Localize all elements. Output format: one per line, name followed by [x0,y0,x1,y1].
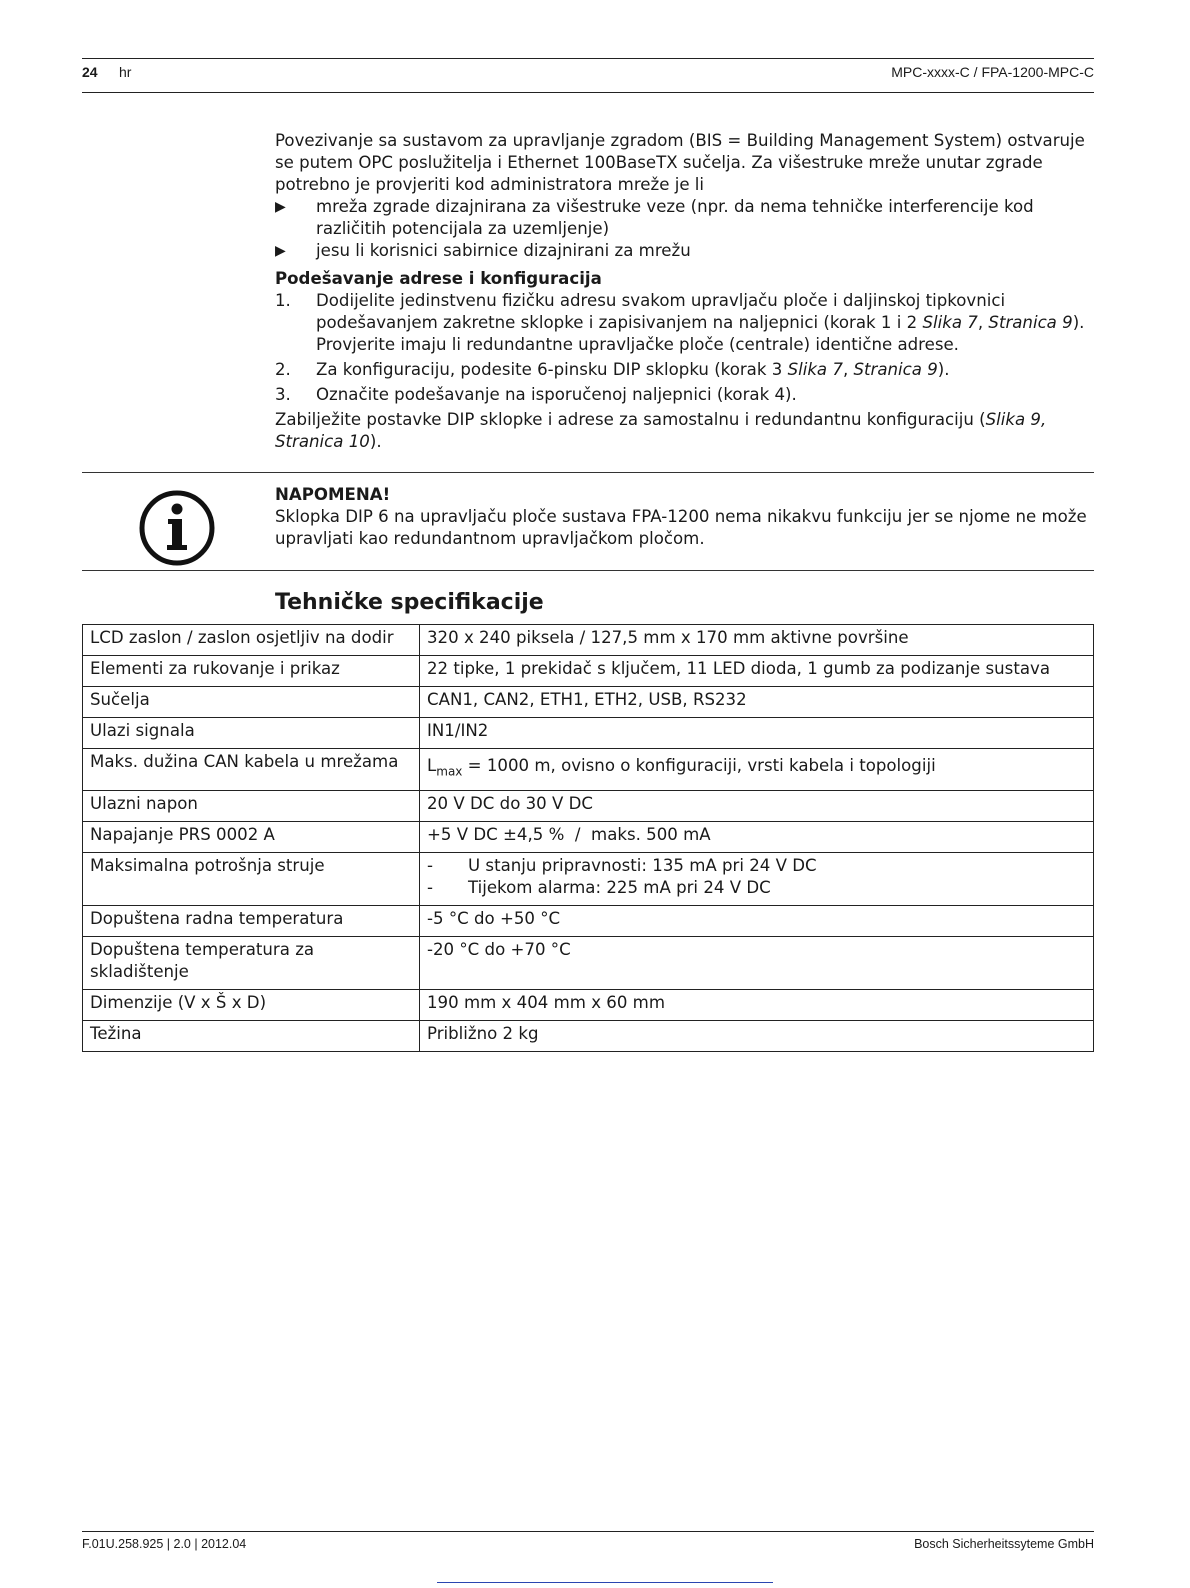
table-row: Dimenzije (V x Š x D) 190 mm x 404 mm x 60 mm [83,990,1094,1021]
header-bottom-rule [82,92,1094,93]
list-item: ▶ mreža zgrade dizajnirana za višestruke veze (npr. da nema tehničke interferencije kod različitih potencijala za uzemljenje) [275,197,1034,238]
footer-doc-id: F.01U.258.925 | 2.0 | 2012.04 [82,1537,247,1551]
table-row: Napajanje PRS 0002 A +5 V DC ±4,5 % / maks. 500 mA [83,822,1094,853]
page-number: 24 [82,64,98,80]
list-item: ▶ jesu li korisnici sabirnice dizajnirani za mrežu [275,241,691,260]
table-row: Ulazi signala IN1/IN2 [83,718,1094,749]
list-item: 1. Dodijelite jedinstvenu fizičku adresu svakom upravljaču ploče i daljinskoj tipkovnici podešavanjem zakretne sklopke i zapisivanjem na naljepnici (korak 1 i 2 Slika 7, Stranica 9). Provjerite imaju li redundantne upravljačke ploče (centrale) identične adrese. [275,291,1085,354]
specs-table [82,624,1094,1052]
note-text: Sklopka DIP 6 na upravljaču ploče sustava FPA-1200 nema nikakvu funkciju jer se njome ne može upravljati kao redundantnom upravljačkom pločom. [275,507,1087,548]
note-bottom-rule [82,570,1094,571]
main-content [275,130,1095,453]
language-code: hr [119,64,132,80]
intro-paragraph: Povezivanje sa sustavom za upravljanje zgradom (BIS = Building Management System) ostvaruje se putem OPC poslužitelja i Ethernet 100BaseTX sučelja. Za višestruke mreže unutar zgrade potrebno je provjeriti kod administratora mreže je li [275,131,1085,194]
page-header [82,64,1094,84]
figure-reference: Slika 9, [985,410,1047,429]
list-item: - Tijekom alarma: 225 mA pri 24 V DC [427,878,771,898]
list-item: 3. Označite podešavanje na isporučenoj naljepnici (korak 4). [275,385,797,404]
note-title: NAPOMENA! [275,485,391,504]
header-top-rule [82,58,1094,59]
bottom-link-rule [437,1582,773,1583]
document-title: MPC-xxxx-C / FPA-1200-MPC-C [891,64,1094,80]
table-row: Dopuštena radna temperatura -5 °C do +50 °C [83,906,1094,937]
list-item: - U stanju pripravnosti: 135 mA pri 24 V DC [427,856,817,876]
config-steps [275,290,1095,406]
table-row: Sučelja CAN1, CAN2, ETH1, ETH2, USB, RS232 [83,687,1094,718]
page-reference: Stranica 9 [853,360,938,379]
table-row: Elementi za rukovanje i prikaz 22 tipke, 1 prekidač s ključem, 11 LED dioda, 1 gumb za podizanje sustava [83,656,1094,687]
footer-rule [82,1531,1094,1532]
table-row: Maks. dužina CAN kabela u mrežama $L_{max} = 1000$ m, ovisno o konfiguraciji, vrsti kabela i topologiji [83,749,1094,791]
note-box [275,484,1095,550]
table-row: Maksimalna potrošnja struje - U stanju pripravnosti: 135 mA pri 24 V DC - Tijekom alarma: 225 mA pri 24 V DC [83,853,1094,906]
arrow-right-icon: ▶ [275,199,286,215]
config-closing: Zabilježite postavke DIP sklopke i adrese za samostalnu i redundantnu konfiguraciju (Slika 9, Stranica 10). [275,410,1047,451]
table-row: Dopuštena temperatura za skladištenje -20 °C do +70 °C [83,937,1094,990]
arrow-right-icon: ▶ [275,243,286,259]
note-top-rule [82,472,1094,473]
list-item: 2. Za konfiguraciju, podesite 6-pinsku DIP sklopku (korak 3 Slika 7, Stranica 9). [275,360,950,379]
figure-reference: Slika 7 [787,360,843,379]
figure-reference: Slika 7 [922,313,978,332]
footer-company: Bosch Sicherheitssyteme GmbH [914,1537,1094,1551]
config-heading: Podešavanje adrese i konfiguracija [275,269,602,288]
info-icon [138,489,216,567]
page-reference: Stranica 10 [275,432,370,451]
page-reference: Stranica 9 [988,313,1073,332]
table-row: Težina Približno 2 kg [83,1021,1094,1052]
table-row: Ulazni napon 20 V DC do 30 V DC [83,791,1094,822]
page-footer [82,1537,1094,1555]
table-row: LCD zaslon / zaslon osjetljiv na dodir 320 x 240 piksela / 127,5 mm x 170 mm aktivne površine [83,625,1094,656]
specs-title: Tehničke specifikacije [275,590,544,615]
bullet-list [275,196,1095,262]
